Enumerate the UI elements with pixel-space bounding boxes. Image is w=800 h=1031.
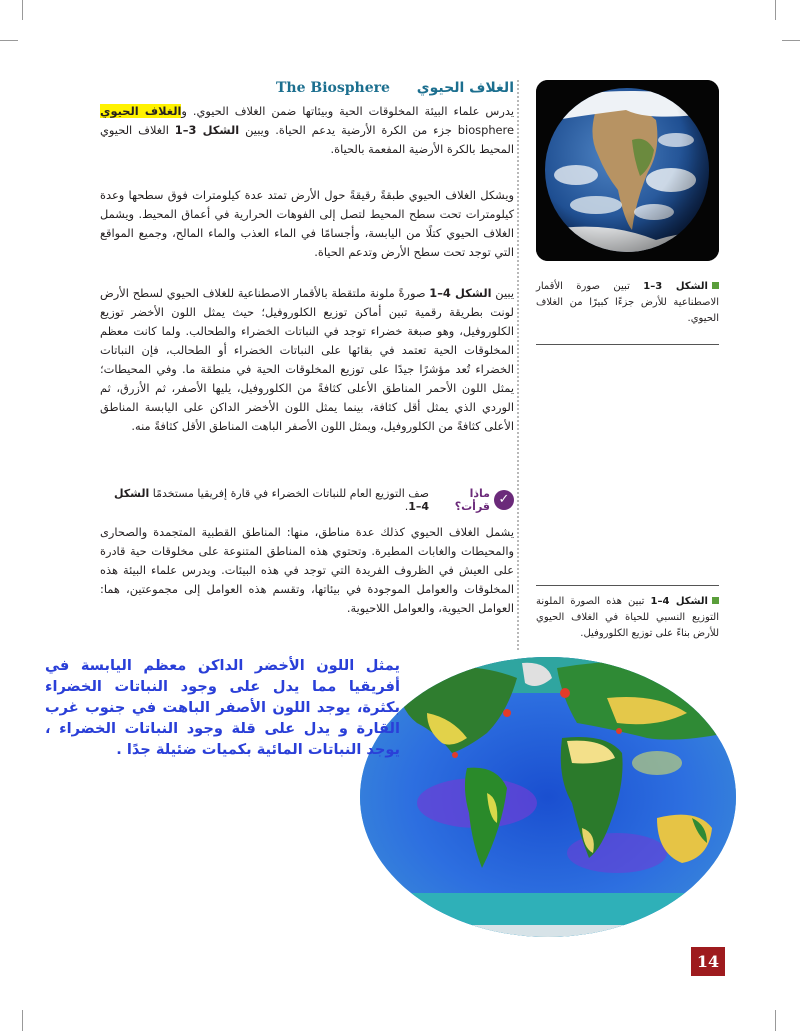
paragraph-text: يدرس علماء البيئة المخلوقات الحية وبيئاتها ضمن الغلاف الحيوي. و bbox=[181, 104, 514, 118]
section-heading bbox=[270, 80, 514, 102]
chlorophyll-world-map bbox=[357, 653, 739, 941]
figure-reference: الشكل 4–1 bbox=[113, 487, 430, 513]
punctuation: . bbox=[404, 500, 409, 513]
caption-text: تبين صورة الأقمار الاصطناعية للأرض جزءًا كبيرًا من الغلاف الحيوي. bbox=[536, 281, 719, 324]
student-answer-annotation: يمثل اللون الأخضر الداكن معظم اليابسة في أفريقيا مما يدل على وجود النباتات الخضراء بكثرة، يوجد اللون الأصفر الباهت في جنوب غرب القارة و يدل على قلة وجود النباتات الخضراء ، يوجد النباتات المائية بكميات ضئيلة جدًا . bbox=[45, 657, 400, 758]
crop-mark bbox=[22, 1010, 23, 1031]
section-title-english: The Biosphere bbox=[276, 80, 390, 96]
crop-mark bbox=[775, 0, 776, 20]
paragraph-text: صورةً ملونة ملتقطة بالأقمار الاصطناعية للغلاف الحيوي لسطح الأرض لونت بطريقة رقمية تبين أماكن توزيع الكلوروفيل؛ حيث يمثل اللون الأخضر توزيع الكلوروفيل، وهو صبغة خضراء توجد في النباتات الخضراء والطحالب. ولما كانت معظم المخلوقات الحية تعتمد في بقائها على النباتات الخضراء أو الطحالب، فإن النباتات الخضراء تُعد مؤشرًا جيدًا على توزيع المخلوقات الحية في منطقة ما. وفي المحيطات؛ يمثل اللون الأحمر المناطق الأعلى كثافةً من الكلوروفيل، يليها الأصفر، ثم الأزرق، ثم الوردي الذي يمثل أقل كثافة، بينما يمثل اللون الأخضر الداكن على اليابسة المناطق الأعلى كثافةً من الكلوروفيل، ويمثل اللون الأصفر الباهت المناطق الأقل كثافةً منه. bbox=[100, 286, 514, 433]
caption-marker-icon bbox=[712, 597, 719, 604]
crop-mark bbox=[775, 1010, 776, 1031]
paragraph-biomes: يشمل الغلاف الحيوي كذلك عدة مناطق، منها: المناطق القطبية المتجمدة والصحارى والمحيطات والغابات المطيرة. وتحتوي هذه المناطق المتنوعة على مخلوقات حية قادرة على العيش في الظروف الفريدة التي توجد في هذه البيئات. ويدرس علماء البيئة هذه المخلوقات والعوامل الموجودة في بيئاتها، وتقسم هذه العوامل إلى مجموعتين، هما: العوامل الحيوية، والعوامل اللاحيوية. bbox=[100, 525, 514, 615]
section-title-arabic: الغلاف الحيوي bbox=[416, 80, 514, 96]
reading-check-label: ماذا قرأت؟ bbox=[454, 487, 490, 513]
paragraph-text: الغلاف الحيوي المحيط بالكرة الأرضية المفعمة بالحياة. bbox=[100, 123, 514, 156]
caption-rule bbox=[536, 585, 719, 586]
caption-label: الشكل 3–1 bbox=[643, 281, 708, 292]
paragraph-text: يبين bbox=[491, 286, 515, 300]
figure-reference: الشكل 3–1 bbox=[174, 123, 240, 137]
crop-mark bbox=[0, 40, 18, 41]
crop-mark bbox=[22, 0, 23, 20]
page-number: 14 bbox=[691, 947, 725, 976]
vocabulary-term-english: biosphere bbox=[457, 123, 514, 137]
paragraph-intro bbox=[100, 102, 514, 159]
crop-mark bbox=[782, 40, 800, 41]
vocabulary-term: الغلاف الحيوي bbox=[100, 104, 182, 118]
reading-check-question: صف التوزيع العام للنباتات الخضراء في قارة إفريقيا مستخدمًا bbox=[149, 487, 430, 500]
paragraph-text: جزء من الكرة الأرضية يدعم الحياة. ويبين bbox=[239, 123, 458, 137]
caption-marker-icon bbox=[712, 282, 719, 289]
figure-caption-4-1 bbox=[536, 594, 719, 642]
column-divider bbox=[517, 80, 519, 650]
figure-caption-3-1 bbox=[536, 279, 719, 327]
reading-check-text bbox=[100, 487, 429, 513]
caption-text: تبين هذه الصورة الملونة التوزيع النسبي للحياة في الغلاف الحيوي للأرض بناءً على توزيع الكلوروفيل. bbox=[536, 596, 719, 639]
figure-reference: الشكل 4–1 bbox=[429, 286, 492, 300]
caption-label: الشكل 4–1 bbox=[650, 596, 708, 607]
paragraph-chlorophyll bbox=[100, 284, 514, 436]
checkmark-icon: ✓ bbox=[494, 490, 514, 510]
earth-photo bbox=[536, 80, 719, 261]
caption-rule bbox=[536, 344, 719, 345]
reading-check bbox=[100, 489, 514, 511]
paragraph-biosphere-layer: ويشكل الغلاف الحيوي طبقةً رقيقةً حول الأرض تمتد عدة كيلومترات فوق سطحها وعدة كيلومترات تحت سطح المحيط لتصل إلى الفوهات الحرارية في أعماق المحيط. ويشمل الغلاف الحيوي كتلًا من اليابسة، وأجسامًا في الماء العذب والماء المالح، وجميع المواقع التي توجد تحت سطح الأرض وتدعم الحياة. bbox=[100, 188, 514, 259]
